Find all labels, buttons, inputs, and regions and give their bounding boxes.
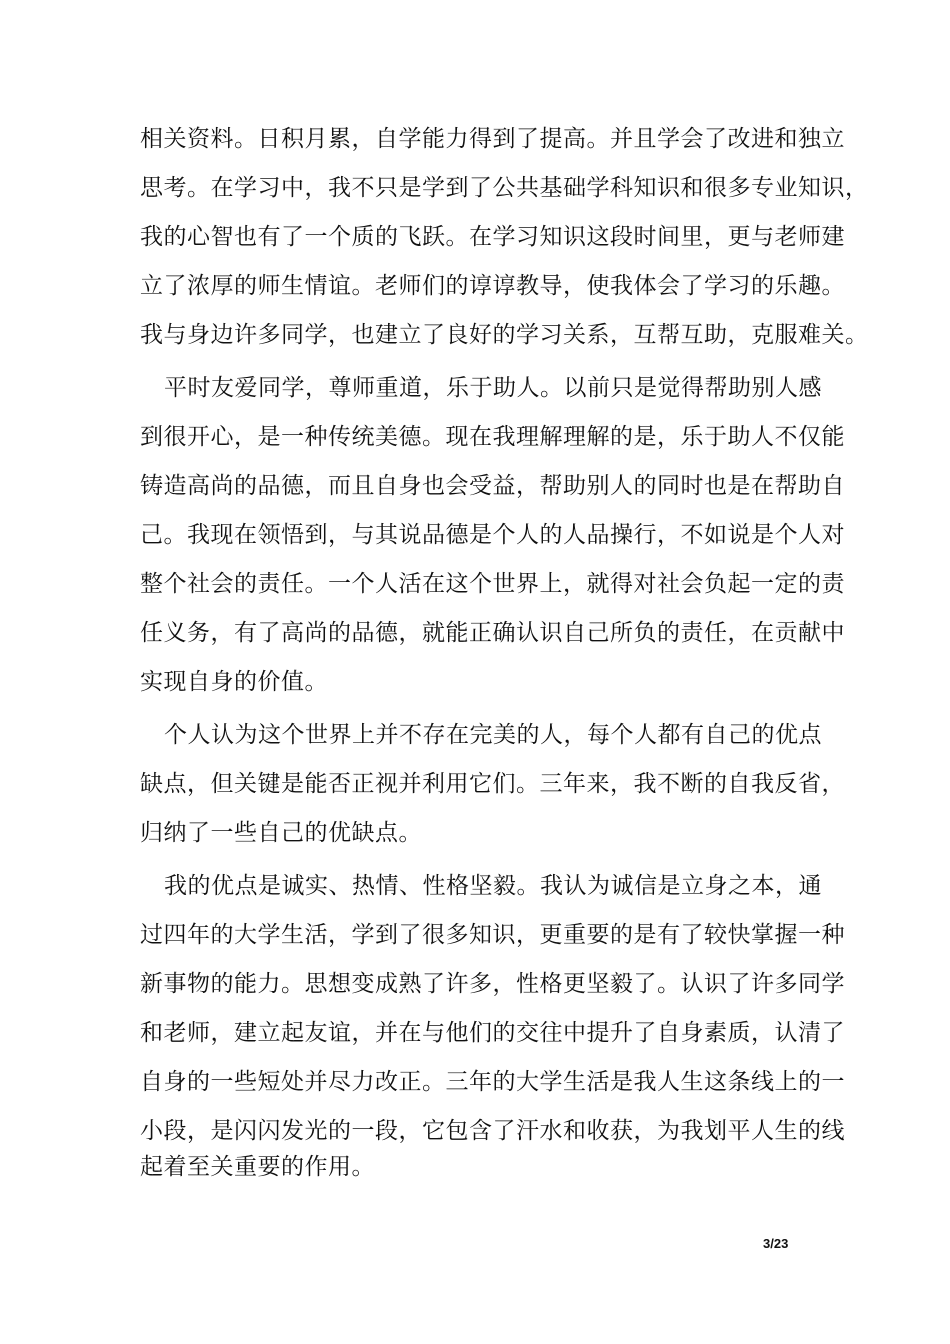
paragraph-4-line-6: 小段，是闪闪发光的一段，它包含了汗水和收获，为我划平人生的线 (140, 1118, 845, 1144)
paragraph-4-line-1: 我的优点是诚实、热情、性格坚毅。我认为诚信是立身之本，通 (164, 873, 822, 899)
paragraph-1-line-2: 思考。在学习中，我不只是学到了公共基础学科知识和很多专业知识， (140, 175, 869, 201)
paragraph-2-line-7: 实现自身的价值。 (140, 669, 328, 695)
paragraph-1-line-4: 立了浓厚的师生情谊。老师们的谆谆教导，使我体会了学习的乐趣。 (140, 273, 845, 299)
paragraph-1-line-5: 我与身边许多同学，也建立了良好的学习关系，互帮互助，克服难关。 (140, 322, 869, 348)
paragraph-4-line-4: 和老师，建立起友谊，并在与他们的交往中提升了自身素质，认清了 (140, 1020, 845, 1046)
paragraph-1-line-3: 我的心智也有了一个质的飞跃。在学习知识这段时间里，更与老师建 (140, 224, 845, 250)
paragraph-2-line-1: 平时友爱同学，尊师重道，乐于助人。以前只是觉得帮助别人感 (164, 375, 822, 401)
paragraph-4-line-3: 新事物的能力。思想变成熟了许多，性格更坚毅了。认识了许多同学 (140, 971, 845, 997)
paragraph-2-line-2: 到很开心，是一种传统美德。现在我理解理解的是，乐于助人不仅能 (140, 424, 845, 450)
paragraph-3-line-1: 个人认为这个世界上并不存在完美的人，每个人都有自己的优点 (164, 722, 822, 748)
paragraph-3-line-3: 归纳了一些自己的优缺点。 (140, 820, 422, 846)
page-number: 3/23 (763, 1236, 789, 1251)
paragraph-2-line-6: 任义务，有了高尚的品德，就能正确认识自己所负的责任，在贡献中 (140, 620, 845, 646)
paragraph-4-line-2: 过四年的大学生活，学到了很多知识，更重要的是有了较快掌握一种 (140, 922, 845, 948)
paragraph-4-line-7: 起着至关重要的作用。 (140, 1154, 375, 1180)
paragraph-4-line-5: 自身的一些短处并尽力改正。三年的大学生活是我人生这条线上的一 (140, 1069, 845, 1095)
paragraph-3-line-2: 缺点，但关键是能否正视并利用它们。三年来，我不断的自我反省， (140, 771, 845, 797)
paragraph-2-line-5: 整个社会的责任。一个人活在这个世界上，就得对社会负起一定的责 (140, 571, 845, 597)
paragraph-2-line-4: 己。我现在领悟到，与其说品德是个人的人品操行，不如说是个人对 (140, 522, 845, 548)
paragraph-2-line-3: 铸造高尚的品德，而且自身也会受益，帮助别人的同时也是在帮助自 (140, 473, 845, 499)
paragraph-1-line-1: 相关资料。日积月累，自学能力得到了提高。并且学会了改进和独立 (140, 126, 845, 152)
